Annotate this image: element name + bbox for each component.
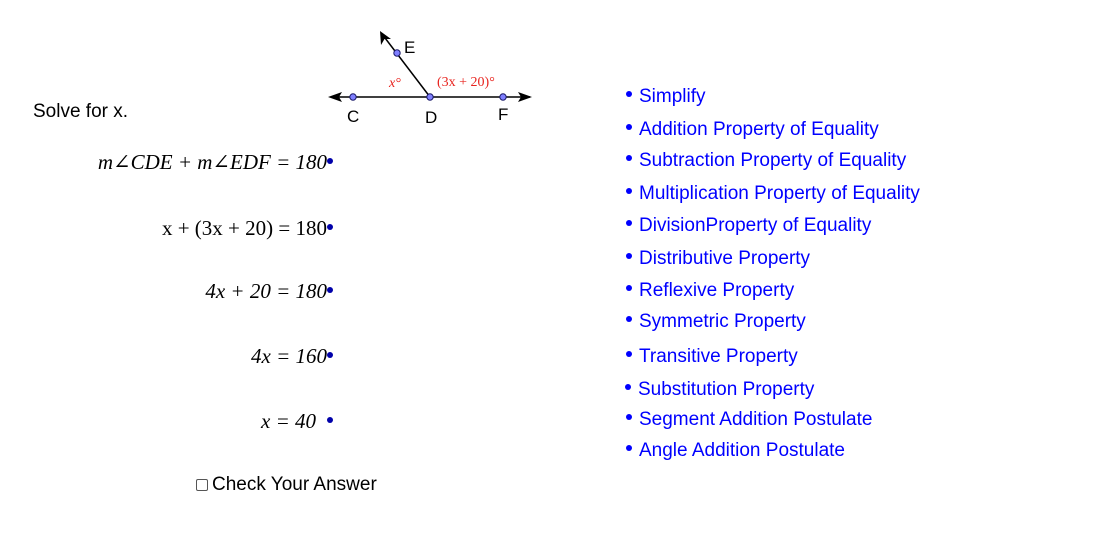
step-5-equation	[16, 409, 316, 434]
property-label: Segment Addition Postulate	[639, 409, 873, 430]
bullet-icon	[626, 124, 632, 130]
step-4-equation	[27, 344, 327, 369]
step-5-text: x = 40	[261, 409, 316, 433]
bullet-icon	[626, 414, 632, 420]
property-simplify[interactable]	[626, 86, 706, 108]
step-1-equation	[27, 150, 327, 175]
property-distributive[interactable]	[626, 248, 810, 270]
step-2-equation	[27, 216, 327, 241]
check-answer-toggle[interactable]	[196, 474, 377, 496]
step-2-text: x + (3x + 20) = 180	[161, 216, 327, 240]
bullet-icon	[626, 91, 632, 97]
property-angle-addition[interactable]	[626, 440, 845, 462]
property-multiplication[interactable]	[626, 183, 920, 205]
property-symmetric[interactable]	[626, 311, 806, 333]
property-division[interactable]	[626, 215, 871, 237]
bullet-icon	[625, 384, 631, 390]
step-4-text: 4x = 160	[251, 344, 327, 368]
bullet-icon	[626, 155, 632, 161]
bullet-icon	[626, 445, 632, 451]
bullet-icon	[626, 316, 632, 322]
label-f: F	[498, 105, 509, 124]
step-3-equation	[27, 279, 327, 304]
point-f[interactable]	[500, 94, 506, 100]
property-label: Substitution Property	[638, 379, 815, 400]
point-c[interactable]	[350, 94, 356, 100]
step-1-handle[interactable]	[327, 158, 333, 164]
step-2-handle[interactable]	[327, 224, 333, 230]
property-reflexive[interactable]	[626, 280, 794, 302]
point-e[interactable]	[394, 50, 400, 56]
step-4-handle[interactable]	[327, 352, 333, 358]
check-answer-label: Check Your Answer	[212, 474, 377, 495]
bullet-icon	[626, 253, 632, 259]
property-label: Distributive Property	[639, 248, 811, 269]
property-label: Reflexive Property	[639, 280, 795, 301]
property-label: Subtraction Property of Equality	[639, 150, 907, 171]
bullet-icon	[626, 188, 632, 194]
bullet-icon	[626, 220, 632, 226]
step-3-handle[interactable]	[327, 287, 333, 293]
property-label: Addition Property of Equality	[639, 119, 879, 140]
step-3-text: 4x + 20 = 180	[205, 279, 327, 303]
label-e: E	[404, 38, 416, 57]
bullet-icon	[626, 351, 632, 357]
label-c: C	[347, 107, 360, 126]
property-label: Symmetric Property	[639, 311, 806, 332]
bullet-icon	[626, 285, 632, 291]
property-label: Simplify	[639, 86, 706, 107]
problem-prompt: Solve for x.	[33, 101, 129, 122]
angle-label-left: x°	[389, 76, 401, 91]
property-label: Transitive Property	[639, 346, 798, 367]
step-5-handle[interactable]	[327, 417, 333, 423]
property-subtraction[interactable]	[626, 150, 906, 172]
property-transitive[interactable]	[626, 346, 798, 368]
step-1-text: m∠CDE + m∠EDF = 180	[97, 150, 327, 174]
property-label: Angle Addition Postulate	[639, 440, 845, 461]
property-addition[interactable]	[626, 119, 879, 141]
property-segment-addition[interactable]	[626, 409, 872, 431]
property-label: DivisionProperty of Equality	[639, 215, 872, 236]
angle-diagram	[320, 28, 550, 133]
check-answer-checkbox[interactable]	[196, 479, 208, 491]
point-d[interactable]	[427, 94, 433, 100]
property-substitution[interactable]	[625, 379, 814, 401]
angle-label-right: (3x + 20)°	[437, 75, 495, 90]
property-label: Multiplication Property of Equality	[639, 183, 920, 204]
label-d: D	[425, 108, 438, 127]
